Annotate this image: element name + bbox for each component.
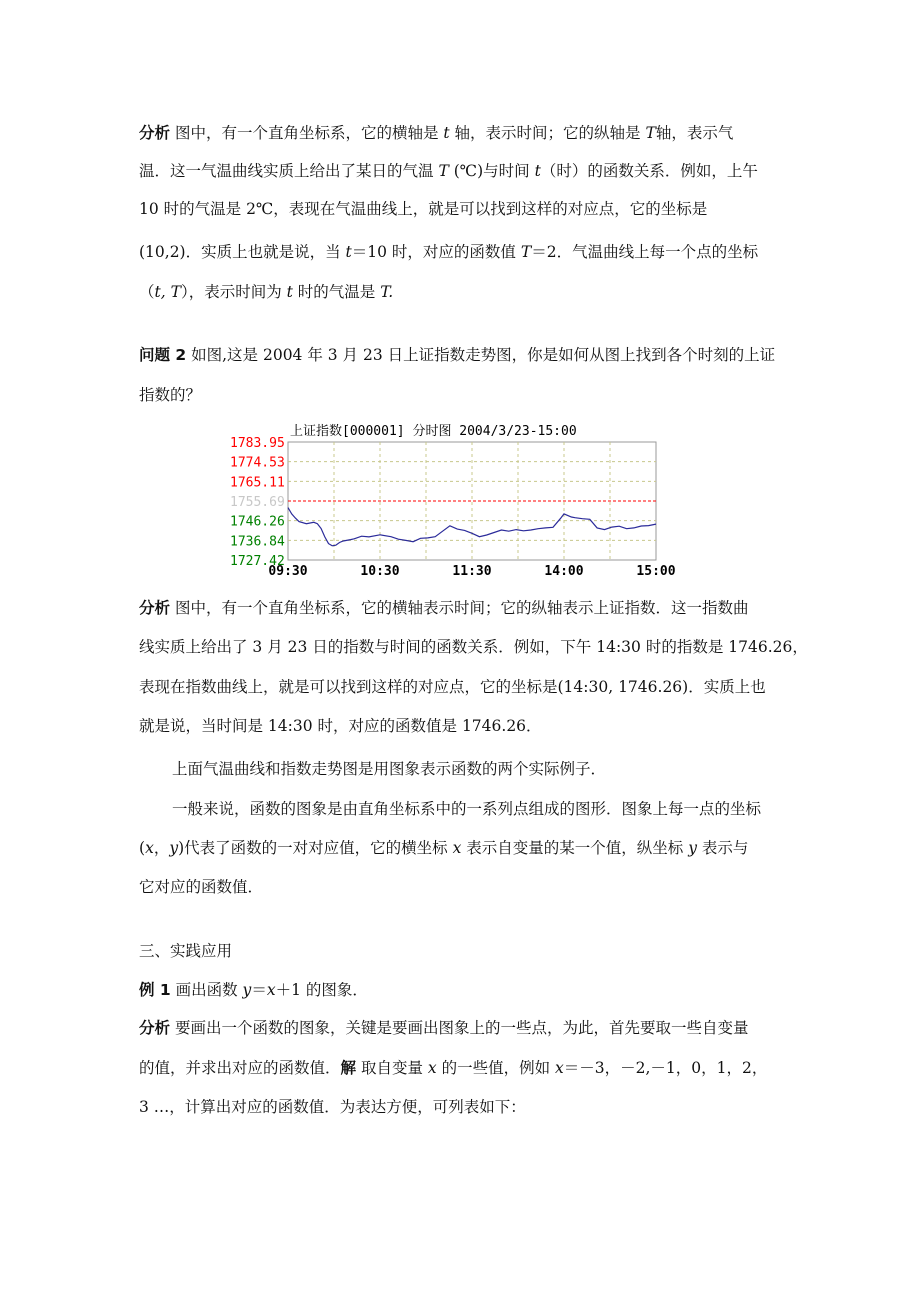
para5-line2: 的值，并求出对应的函数值．解 取自变量 x 的一些值，例如 x＝－3，－2,－1，0，1，2， <box>139 1059 768 1077</box>
para5-line3: 3 …，计算出对应的函数值．为表达方便，可列表如下： <box>139 1098 526 1116</box>
section-heading: 三、实践应用 <box>139 942 233 960</box>
question-heading: 问题 2 <box>139 346 187 364</box>
example1: 例 1 画出函数 y＝x＋1 的图象． <box>139 981 368 999</box>
x-tick-label: 11:30 <box>452 564 492 579</box>
para2-line4: 就是说，当时间是 14:30 时，对应的函数值是 1746.26． <box>139 717 542 735</box>
para-heading: 分析 <box>139 599 171 617</box>
para4-line2: (x，y)代表了函数的一对对应值，它的横坐标 x 表示自变量的某一个值，纵坐标 y 表示与 <box>139 839 749 857</box>
para4-line1: 一般来说，函数的图象是由直角坐标系中的一系列点组成的图形．图象上每一点的坐标 <box>172 800 762 818</box>
y-tick-label: 1727.42 <box>230 554 285 569</box>
x-tick-label: 14:00 <box>544 564 584 579</box>
para2-line3: 表现在指数曲线上，就是可以找到这样的对应点，它的坐标是(14:30, 1746.26)．实质上也 <box>139 678 766 696</box>
y-tick-label: 1755.69 <box>230 494 285 510</box>
para2-line2: 线实质上给出了 3 月 23 日的指数与时间的函数关系．例如，下午 14:30 时的指数是 1746.26， <box>139 638 808 656</box>
para1-line5: （t, T），表示时间为 t 时的气温是 T. <box>139 283 394 301</box>
x-tick-label: 15:00 <box>636 564 676 579</box>
chart-title: 上证指数[000001] 分时图 2004/3/23-15:00 <box>290 424 577 439</box>
question2-line2: 指数的？ <box>139 386 202 404</box>
para1-line4: (10,2)．实质上也就是说，当 t＝10 时，对应的函数值 T＝2．气温曲线上每一个点的坐标 <box>139 243 759 261</box>
question2-line1: 问题 2 如图,这是 2004 年 3 月 23 日上证指数走势图，你是如何从图上找到各个时刻的上证 <box>139 346 776 364</box>
para-heading: 分析 <box>139 1019 171 1037</box>
para1-line1: 分析 图中，有一个直角坐标系，它的横轴是 t 轴，表示时间；它的纵轴是 T轴，表示气 <box>139 124 734 142</box>
y-tick-label: 1765.11 <box>230 475 285 491</box>
y-axis-ticks <box>230 436 285 569</box>
example-heading: 例 1 <box>139 981 171 999</box>
y-tick-label: 1774.53 <box>230 455 285 471</box>
x-tick-label: 09:30 <box>268 564 308 579</box>
para1-line3: 10 时的气温是 2℃，表现在气温曲线上，就是可以找到这样的对应点，它的坐标是 <box>139 200 708 218</box>
y-tick-label: 1746.26 <box>230 514 285 530</box>
para3: 上面气温曲线和指数走势图是用图象表示函数的两个实际例子． <box>172 760 607 778</box>
para2-line1: 分析 图中，有一个直角坐标系，它的横轴表示时间；它的纵轴表示上证指数．这一指数曲 <box>139 599 749 617</box>
chart-grid <box>288 442 656 560</box>
y-tick-label: 1736.84 <box>230 534 285 550</box>
stock-index-chart <box>228 420 692 580</box>
para1-line2: 温．这一气温曲线实质上给出了某日的气温 T (℃)与时间 t（时）的函数关系．例如，上午 <box>139 162 758 180</box>
x-tick-label: 10:30 <box>360 564 400 579</box>
x-axis-ticks <box>268 564 675 579</box>
para5-line1: 分析 要画出一个函数的图象，关键是要画出图象上的一些点，为此，首先要取一些自变量 <box>139 1019 749 1037</box>
y-tick-label: 1783.95 <box>230 436 285 451</box>
para-heading: 分析 <box>139 124 171 142</box>
para4-line3: 它对应的函数值． <box>139 878 264 896</box>
